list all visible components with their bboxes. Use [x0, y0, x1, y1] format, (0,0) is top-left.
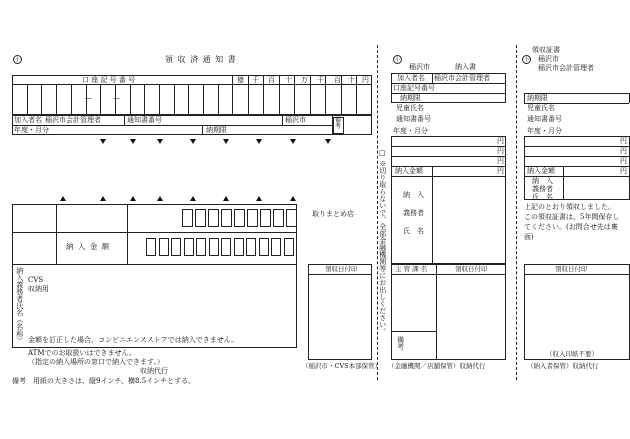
arrow-up-icon — [290, 196, 296, 201]
cert-payer-1: 納 入 — [532, 177, 553, 185]
stamp-box-left — [308, 264, 372, 360]
cert-fiscal-label: 年度・月分 — [527, 127, 562, 135]
slip-amount-label: 納入金額 — [395, 167, 423, 175]
city-label: 稲沢市 — [285, 116, 306, 124]
slip-payee-label: 加入者名 — [397, 74, 425, 82]
slip-notice-label: 通知書番号 — [396, 115, 431, 123]
arrow-up-icon — [190, 196, 196, 201]
arrow-down-icon — [223, 139, 229, 144]
collection-label: 取りまとめ店 — [312, 210, 354, 218]
cert-city: 稲沢市 — [538, 55, 559, 63]
cert-top-title: 領収証書 — [532, 46, 560, 54]
arrow-down-icon — [290, 139, 296, 144]
arrow-up-icon — [60, 196, 66, 201]
account-header: 口 座 記 号 番 号 — [82, 76, 136, 84]
remarks-label: 備考 — [335, 117, 342, 130]
cert-notice-4: 面) — [524, 233, 534, 241]
stamp-footer-left: （稲沢市・CVS本部保管） — [302, 362, 382, 370]
slip-yen-3: 円 — [497, 157, 504, 165]
slip-remarks-label: 備考 — [397, 336, 404, 351]
amount-digit-box — [234, 238, 244, 256]
account-dash-2: — — [113, 94, 120, 102]
cert-notice-label: 通知書番号 — [527, 115, 562, 123]
amount-digit-box — [260, 209, 271, 227]
digit-column — [248, 75, 249, 115]
account-cell — [12, 84, 13, 115]
amount-digit-box — [196, 238, 206, 256]
cert-yen-1: 円 — [620, 137, 627, 145]
payer-vertical: 納入義務者氏名（名称） — [15, 267, 24, 344]
amount-digit-box — [284, 238, 294, 256]
cert-no-stamp: （収入印紙不要） — [546, 350, 598, 358]
amount-digit-box — [195, 209, 206, 227]
account-dash-1: — — [85, 94, 92, 102]
cert-amount-yen: 円 — [620, 167, 627, 175]
account-cell — [71, 84, 72, 115]
slip-account-label: 口座記号番号 — [393, 84, 435, 92]
arrow-up-icon — [130, 196, 136, 201]
account-cell — [100, 84, 101, 115]
circle-mark: 小 — [14, 57, 20, 63]
fiscal-label: 年度・月分 — [14, 126, 49, 134]
note-2: ATMでのお取扱いはできません。 — [28, 349, 136, 357]
amount-digit-box — [159, 238, 169, 256]
middle-vertical: ※切り取らないで、全部金融機関等にお出しください。 — [378, 160, 387, 335]
digit-column — [279, 75, 280, 115]
digit-oku: 億 — [237, 76, 244, 84]
arrow-down-icon — [157, 139, 163, 144]
amount-digit-box — [182, 209, 193, 227]
receipt-notice-title: 領 収 済 通 知 書 — [165, 55, 237, 64]
arrow-up-icon — [223, 196, 229, 201]
digit-column — [310, 75, 311, 115]
amount-digit-box — [271, 238, 281, 256]
cert-period-label: 納期限 — [527, 94, 548, 102]
digit-hyaku: 百 — [268, 76, 275, 84]
slip-stamp-label: 領収日付印 — [455, 265, 488, 273]
arrow-up-icon — [256, 196, 262, 201]
notice-no-label: 通知書番号 — [127, 116, 162, 124]
amount-digit-box — [209, 238, 219, 256]
digit-yen: 円 — [362, 76, 369, 84]
note-1: 金額を訂正した場合、コンビニエンスストアでは納入できません。 — [28, 336, 239, 344]
cert-notice-3: てください。(お問合せ先は裏 — [524, 223, 618, 231]
arrow-up-icon — [100, 196, 106, 201]
cert-notice-1: 上記のとおり領収しました。 — [524, 203, 615, 211]
payee-label: 加入者名 — [14, 116, 42, 124]
slip-child-label: 児童氏名 — [396, 104, 424, 112]
slip-period-label: 納期限 — [400, 94, 421, 102]
slip-payer-1: 納 入 — [403, 191, 424, 199]
digit-column — [263, 75, 264, 115]
account-cell — [130, 84, 131, 115]
slip-payer-3: 氏 名 — [403, 227, 424, 235]
arrow-down-icon — [100, 139, 106, 144]
slip-fiscal-label: 年度・月分 — [393, 127, 428, 135]
account-cell — [218, 84, 219, 115]
account-cell — [188, 84, 189, 115]
cert-yen-2: 円 — [620, 147, 627, 155]
slip-yen-2: 円 — [497, 147, 504, 155]
slip-payer-2: 義務者 — [403, 209, 424, 217]
circle-mark-2: 小 — [394, 57, 400, 63]
digit-column — [294, 75, 295, 115]
digit-sen2: 千 — [317, 76, 324, 84]
slip-payee-value: 稲沢市会計管理者 — [434, 74, 490, 82]
amount-digit-box — [184, 238, 194, 256]
digit-hyaku2: 百 — [334, 76, 341, 84]
cvs-label: CVS 収納用 — [28, 276, 49, 294]
bottom-note: 備考 用紙の大きさは、縦9インチ、横8.5インチとする。 — [12, 377, 196, 385]
digit-sen: 千 — [252, 76, 259, 84]
amount-digit-box — [234, 209, 245, 227]
digit-column — [356, 75, 357, 115]
cert-stamp-box — [524, 264, 630, 360]
amount-digit-box — [221, 209, 232, 227]
account-cell — [144, 84, 145, 115]
cert-stamp-label: 領収日付印 — [555, 265, 588, 273]
amount-label: 納 入 金 額 — [66, 242, 111, 251]
cert-payee: 稲沢市会計管理者 — [538, 64, 594, 72]
cert-notice-2: この領収証書は、5年間保存し — [524, 213, 620, 221]
digit-juu2: 十 — [348, 76, 355, 84]
slip-stamp-area — [391, 264, 506, 360]
arrow-down-icon — [256, 139, 262, 144]
cert-payer-2: 義務者 — [532, 185, 553, 193]
slip-city: 稲沢市 — [409, 63, 430, 71]
amount-digit-box — [246, 238, 256, 256]
account-cell — [56, 84, 57, 115]
amount-digit-box — [259, 238, 269, 256]
cert-child-label: 児童氏名 — [527, 104, 555, 112]
cert-footer: （納入者保管）収納代行 — [527, 362, 599, 370]
slip-footer: （金融機関／店舗保管）収納代行 — [388, 362, 486, 370]
amount-digit-box — [221, 238, 231, 256]
amount-digit-box — [247, 209, 258, 227]
circle-mark-3: 小 — [523, 57, 529, 63]
account-cell — [159, 84, 160, 115]
amount-digit-box — [286, 209, 297, 227]
payee-value: 稲沢市会計管理者 — [45, 116, 101, 124]
amount-digit-box — [171, 238, 181, 256]
arrow-down-icon — [325, 139, 331, 144]
slip-title: 納入書 — [455, 63, 476, 71]
digit-column — [325, 75, 326, 115]
account-cell — [174, 84, 175, 115]
cert-amount-label: 納入金額 — [527, 167, 555, 175]
digit-juu: 十 — [285, 76, 292, 84]
arrow-down-icon — [130, 139, 136, 144]
amount-digit-box — [273, 209, 284, 227]
note-3: （指定の納入場所の窓口で納入できます。） — [28, 358, 164, 366]
account-cell — [41, 84, 42, 115]
period-label: 納期限 — [206, 126, 227, 134]
cert-yen-3: 円 — [620, 157, 627, 165]
amount-digit-box — [146, 238, 156, 256]
collector-label: 収納代行 — [140, 367, 168, 375]
slip-yen-1: 円 — [497, 137, 504, 145]
arrow-down-icon — [190, 139, 196, 144]
stamp-label-left: 領収日付印 — [325, 265, 358, 273]
digit-column — [341, 75, 342, 115]
slip-supervisor-label: 主 管 課 名 — [395, 265, 428, 273]
amount-digit-box — [208, 209, 219, 227]
arrow-up-icon — [157, 196, 163, 201]
digit-man: 万 — [301, 76, 308, 84]
divider-right — [516, 45, 517, 380]
middle-box: □ — [379, 149, 386, 157]
cert-payer-3: 氏 名 — [532, 193, 553, 201]
account-cell — [27, 84, 28, 115]
slip-amount-yen: 円 — [497, 167, 504, 175]
account-cell — [203, 84, 204, 115]
